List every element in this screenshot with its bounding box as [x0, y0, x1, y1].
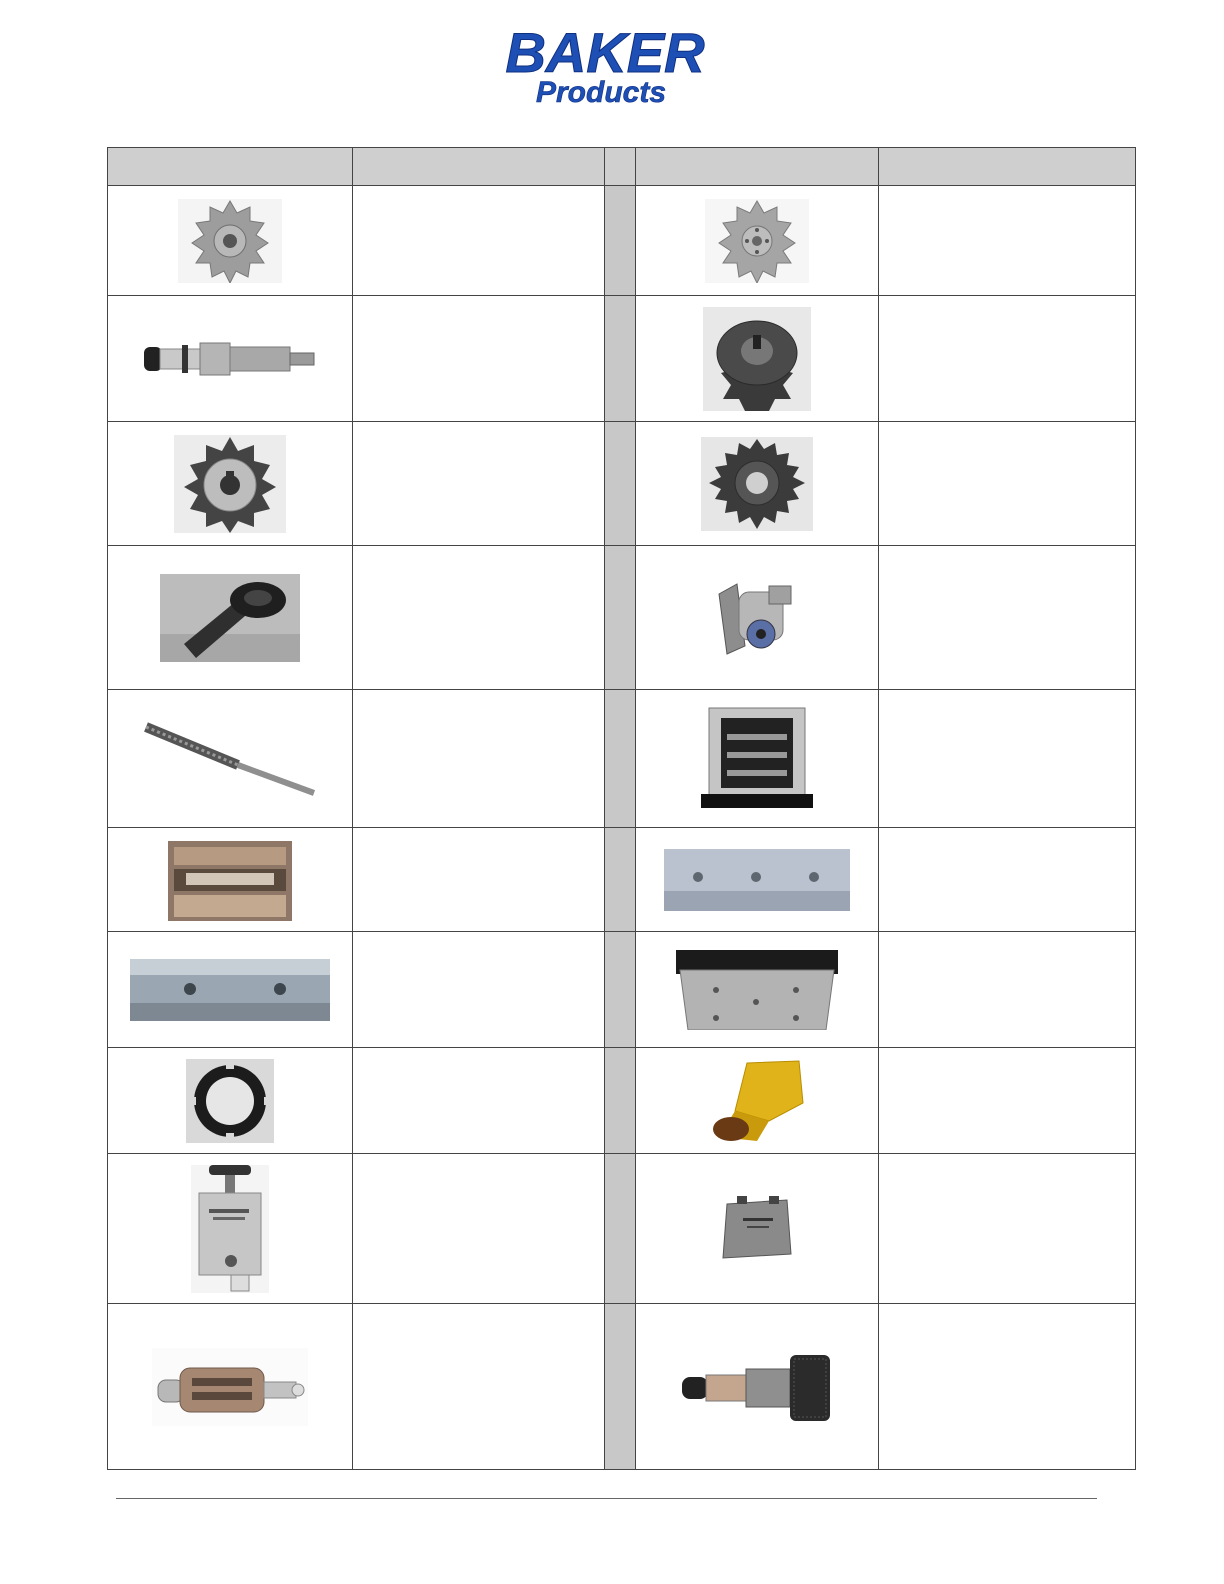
column-separator — [605, 1048, 636, 1154]
product-description-cell — [879, 1304, 1136, 1470]
table-row — [108, 1304, 1136, 1470]
product-image-cell — [108, 932, 353, 1048]
column-separator — [605, 1304, 636, 1470]
product-image-cell — [636, 1048, 879, 1154]
worm-gearbox-photo — [717, 574, 797, 662]
product-description-cell — [879, 186, 1136, 296]
product-image-cell — [636, 422, 879, 546]
product-description-cell — [879, 690, 1136, 828]
table-row — [108, 690, 1136, 828]
ball-screw-photo — [142, 719, 318, 799]
hydraulic-spool-valve-photo — [152, 1348, 308, 1426]
product-image-cell — [108, 422, 353, 546]
table-row — [108, 186, 1136, 296]
product-image-cell — [636, 1304, 879, 1470]
product-description-cell — [353, 828, 605, 932]
header-description-right — [879, 148, 1136, 186]
hub-sprocket-photo — [174, 435, 286, 533]
product-description-cell — [353, 1304, 605, 1470]
shaft-with-wheel-photo — [160, 574, 300, 662]
table-row — [108, 1154, 1136, 1304]
taper-bushing-sprocket-photo — [703, 307, 811, 411]
product-description-cell — [353, 1154, 605, 1304]
product-description-cell — [879, 546, 1136, 690]
product-image-cell — [108, 1154, 353, 1304]
table-row — [108, 422, 1136, 546]
product-image-cell — [636, 546, 879, 690]
product-image-cell — [636, 690, 879, 828]
product-description-cell — [879, 932, 1136, 1048]
column-separator — [605, 828, 636, 932]
idler-sprocket-bolt-pattern-photo — [705, 199, 809, 283]
product-image-cell — [108, 1048, 353, 1154]
table-header-row — [108, 148, 1136, 186]
header-image-right — [636, 148, 879, 186]
mounting-plate-photo — [676, 950, 838, 1030]
product-image-cell — [636, 296, 879, 422]
product-image-cell — [108, 828, 353, 932]
table-row — [108, 932, 1136, 1048]
logo-line2: Products — [535, 76, 667, 106]
table-row — [108, 828, 1136, 932]
product-description-cell — [879, 1048, 1136, 1154]
product-image-cell — [108, 1304, 353, 1470]
column-separator — [605, 186, 636, 296]
idler-sprocket-photo — [178, 199, 282, 283]
header-image-left — [108, 148, 353, 186]
lock-nut-photo — [186, 1059, 274, 1143]
yellow-chute-guard-photo — [707, 1059, 807, 1143]
cartridge-valve-knurled-photo — [676, 1347, 838, 1427]
column-separator — [605, 690, 636, 828]
baker-products-logo — [497, 22, 713, 106]
table-row — [108, 1048, 1136, 1154]
product-description-cell — [879, 828, 1136, 932]
header-description-left — [353, 148, 605, 186]
linear-rail-short-photo — [664, 849, 850, 911]
product-description-cell — [353, 296, 605, 422]
column-separator — [605, 546, 636, 690]
linear-bearing-block-photo — [168, 839, 292, 921]
column-separator — [605, 422, 636, 546]
table-row — [108, 546, 1136, 690]
product-image-cell — [108, 296, 353, 422]
product-image-cell — [108, 690, 353, 828]
linear-carriage-block-photo — [681, 704, 833, 814]
product-image-cell — [636, 932, 879, 1048]
logo-line1: BAKER — [505, 22, 705, 84]
header-separator — [605, 148, 636, 186]
cartridge-valve-photo — [142, 333, 318, 385]
product-description-cell — [353, 422, 605, 546]
product-description-cell — [879, 422, 1136, 546]
product-description-cell — [353, 1048, 605, 1154]
column-separator — [605, 296, 636, 422]
product-image-cell — [636, 1154, 879, 1304]
product-image-cell — [108, 546, 353, 690]
column-separator — [605, 1154, 636, 1304]
column-separator — [605, 932, 636, 1048]
product-description-cell — [353, 932, 605, 1048]
product-description-cell — [353, 546, 605, 690]
small-valve-block-photo — [719, 1196, 795, 1262]
product-description-cell — [353, 690, 605, 828]
product-image-cell — [636, 186, 879, 296]
product-image-cell — [636, 828, 879, 932]
product-description-cell — [879, 1154, 1136, 1304]
parts-table — [107, 147, 1136, 1470]
table-row — [108, 296, 1136, 422]
product-image-cell — [108, 186, 353, 296]
product-description-cell — [879, 296, 1136, 422]
footer-divider — [116, 1498, 1097, 1499]
product-description-cell — [353, 186, 605, 296]
bore-sprocket-photo — [701, 437, 813, 531]
hydraulic-valve-block-photo — [191, 1165, 269, 1293]
linear-rail-long-photo — [130, 959, 330, 1021]
